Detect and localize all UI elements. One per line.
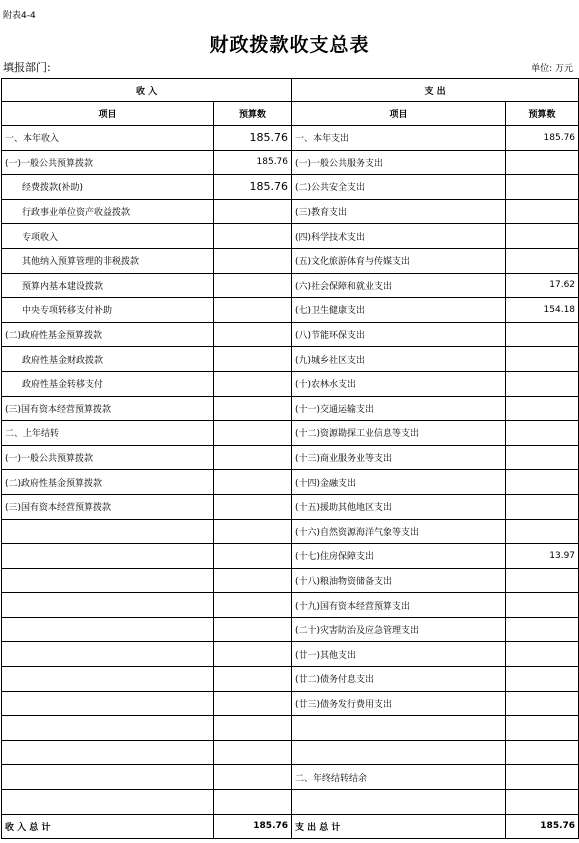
- dept-label: 填报部门:: [3, 61, 51, 74]
- income-total-value: 185.76: [214, 814, 292, 839]
- income-item-cell: 预算内基本建设拨款: [2, 273, 214, 298]
- expense-budget-cell: [506, 421, 579, 446]
- expense-budget-cell: [506, 347, 579, 372]
- expense-item-cell: (十五)援助其他地区支出: [292, 494, 506, 519]
- table-row: [2, 667, 579, 692]
- expense-item-cell: (十)农林水支出: [292, 371, 506, 396]
- table-row: [2, 716, 579, 741]
- table-row: [2, 371, 579, 396]
- expense-item-cell: (廿三)债务发行费用支出: [292, 691, 506, 716]
- income-budget-cell: [214, 544, 292, 569]
- table-row: [2, 740, 579, 765]
- expense-budget-cell: [506, 691, 579, 716]
- expense-budget-cell: 17.62: [506, 273, 579, 298]
- budget-table: [1, 78, 579, 839]
- expense-item-cell: (廿一)其他支出: [292, 642, 506, 667]
- table-row: [2, 224, 579, 249]
- income-budget-cell: 185.76: [214, 175, 292, 200]
- income-budget-cell: [214, 470, 292, 495]
- expense-budget-cell: [506, 740, 579, 765]
- expense-item-cell: 一、本年支出: [292, 126, 506, 151]
- expense-item-cell: (五)文化旅游体育与传媒支出: [292, 248, 506, 273]
- income-item-cell: [2, 765, 214, 790]
- expense-budget-cell: [506, 322, 579, 347]
- expense-item-cell: (三)教育支出: [292, 199, 506, 224]
- appendix-note: 附表4-4: [3, 11, 36, 21]
- table-row: [2, 396, 579, 421]
- income-budget-cell: [214, 568, 292, 593]
- expense-item-cell: (十七)住房保障支出: [292, 544, 506, 569]
- income-budget-cell: [214, 716, 292, 741]
- expense-item-cell: (二十)灾害防治及应急管理支出: [292, 617, 506, 642]
- column-header-row: [2, 102, 579, 126]
- expense-item-cell: (十四)金融支出: [292, 470, 506, 495]
- expense-total-value: 185.76: [506, 814, 579, 839]
- income-budget-cell: [214, 494, 292, 519]
- income-item-cell: (二)政府性基金预算拨款: [2, 470, 214, 495]
- expense-item-cell: (十二)资源勘探工业信息等支出: [292, 421, 506, 446]
- expense-budget-cell: [506, 470, 579, 495]
- income-budget-cell: [214, 691, 292, 716]
- income-budget-cell: [214, 642, 292, 667]
- expense-item-cell: (十三)商业服务业等支出: [292, 445, 506, 470]
- income-item-cell: [2, 568, 214, 593]
- income-budget-header: 预算数: [214, 102, 292, 126]
- expense-budget-cell: [506, 150, 579, 175]
- table-row: [2, 322, 579, 347]
- expense-budget-header: 预算数: [506, 102, 579, 126]
- income-budget-cell: [214, 347, 292, 372]
- expense-item-cell: [292, 790, 506, 815]
- expense-item-cell: 二、年终结转结余: [292, 765, 506, 790]
- expense-item-cell: [292, 716, 506, 741]
- table-row: [2, 150, 579, 175]
- income-item-cell: [2, 740, 214, 765]
- expense-item-cell: (七)卫生健康支出: [292, 298, 506, 323]
- income-total-label: 收 入 总 计: [2, 814, 214, 839]
- table-row: [2, 445, 579, 470]
- expense-item-cell: (一)一般公共服务支出: [292, 150, 506, 175]
- expense-budget-cell: 13.97: [506, 544, 579, 569]
- expense-budget-cell: [506, 494, 579, 519]
- income-item-cell: [2, 642, 214, 667]
- expense-item-cell: (四)科学技术支出: [292, 224, 506, 249]
- income-item-header: 项目: [2, 102, 214, 126]
- expense-item-cell: (十九)国有资本经营预算支出: [292, 593, 506, 618]
- income-budget-cell: 185.76: [214, 150, 292, 175]
- expense-budget-cell: [506, 396, 579, 421]
- income-budget-cell: [214, 322, 292, 347]
- income-item-cell: (一)一般公共预算拨款: [2, 445, 214, 470]
- expense-item-cell: (二)公共安全支出: [292, 175, 506, 200]
- income-budget-cell: [214, 617, 292, 642]
- expense-item-cell: (十六)自然资源海洋气象等支出: [292, 519, 506, 544]
- expense-item-cell: [292, 740, 506, 765]
- table-row: [2, 593, 579, 618]
- income-item-cell: 中央专项转移支付补助: [2, 298, 214, 323]
- expense-budget-cell: [506, 642, 579, 667]
- table-row: [2, 126, 579, 151]
- unit-label: 单位: 万元: [531, 64, 573, 74]
- expense-budget-cell: [506, 716, 579, 741]
- income-budget-cell: 185.76: [214, 126, 292, 151]
- expense-budget-cell: 185.76: [506, 126, 579, 151]
- table-row: [2, 790, 579, 815]
- income-budget-cell: [214, 248, 292, 273]
- income-item-cell: 其他纳入预算管理的非税拨款: [2, 248, 214, 273]
- income-budget-cell: [214, 396, 292, 421]
- income-item-cell: [2, 790, 214, 815]
- income-budget-cell: [214, 593, 292, 618]
- table-row: [2, 544, 579, 569]
- income-item-cell: [2, 544, 214, 569]
- income-budget-cell: [214, 667, 292, 692]
- table-row: [2, 248, 579, 273]
- income-item-cell: 一、本年收入: [2, 126, 214, 151]
- table-row: [2, 519, 579, 544]
- income-item-cell: 二、上年结转: [2, 421, 214, 446]
- expense-budget-cell: [506, 371, 579, 396]
- expense-budget-cell: [506, 593, 579, 618]
- table-row: [2, 421, 579, 446]
- expense-section-header: 支 出: [292, 79, 579, 102]
- expense-item-cell: (八)节能环保支出: [292, 322, 506, 347]
- income-item-cell: [2, 667, 214, 692]
- income-budget-cell: [214, 740, 292, 765]
- table-row: [2, 175, 579, 200]
- expense-budget-cell: [506, 224, 579, 249]
- income-item-cell: 经费拨款(补助): [2, 175, 214, 200]
- income-item-cell: 专项收入: [2, 224, 214, 249]
- income-budget-cell: [214, 298, 292, 323]
- expense-budget-cell: [506, 617, 579, 642]
- table-row: [2, 347, 579, 372]
- table-row: [2, 642, 579, 667]
- expense-budget-cell: [506, 175, 579, 200]
- table-row: [2, 470, 579, 495]
- income-budget-cell: [214, 519, 292, 544]
- income-item-cell: [2, 519, 214, 544]
- expense-budget-cell: [506, 199, 579, 224]
- expense-budget-cell: [506, 765, 579, 790]
- income-budget-cell: [214, 790, 292, 815]
- expense-budget-cell: [506, 667, 579, 692]
- expense-item-cell: (十八)粮油物资储备支出: [292, 568, 506, 593]
- income-budget-cell: [214, 273, 292, 298]
- expense-item-cell: (十一)交通运输支出: [292, 396, 506, 421]
- table-row: [2, 199, 579, 224]
- expense-budget-cell: [506, 568, 579, 593]
- income-budget-cell: [214, 765, 292, 790]
- expense-budget-cell: [506, 248, 579, 273]
- income-item-cell: (三)国有资本经营预算拨款: [2, 494, 214, 519]
- expense-item-cell: (廿二)债务付息支出: [292, 667, 506, 692]
- income-item-cell: [2, 593, 214, 618]
- income-item-cell: [2, 716, 214, 741]
- table-row: [2, 298, 579, 323]
- income-item-cell: 行政事业单位资产收益拨款: [2, 199, 214, 224]
- income-budget-cell: [214, 371, 292, 396]
- table-row: [2, 765, 579, 790]
- expense-item-header: 项目: [292, 102, 506, 126]
- income-budget-cell: [214, 421, 292, 446]
- expense-item-cell: (六)社会保障和就业支出: [292, 273, 506, 298]
- income-item-cell: (二)政府性基金预算拨款: [2, 322, 214, 347]
- income-budget-cell: [214, 199, 292, 224]
- income-item-cell: 政府性基金财政拨款: [2, 347, 214, 372]
- income-item-cell: (三)国有资本经营预算拨款: [2, 396, 214, 421]
- expense-budget-cell: [506, 445, 579, 470]
- income-item-cell: [2, 691, 214, 716]
- income-item-cell: (一)一般公共预算拨款: [2, 150, 214, 175]
- income-budget-cell: [214, 445, 292, 470]
- table-row: [2, 691, 579, 716]
- table-row: [2, 273, 579, 298]
- expense-budget-cell: [506, 790, 579, 815]
- expense-budget-cell: [506, 519, 579, 544]
- income-item-cell: 政府性基金转移支付: [2, 371, 214, 396]
- page-title: 财政拨款收支总表: [209, 34, 370, 56]
- total-row: [2, 814, 579, 839]
- table-row: [2, 617, 579, 642]
- income-section-header: 收 入: [2, 79, 292, 102]
- section-header-row: [2, 79, 579, 102]
- income-item-cell: [2, 617, 214, 642]
- expense-item-cell: (九)城乡社区支出: [292, 347, 506, 372]
- table-row: [2, 568, 579, 593]
- expense-total-label: 支 出 总 计: [292, 814, 506, 839]
- table-row: [2, 494, 579, 519]
- income-budget-cell: [214, 224, 292, 249]
- expense-budget-cell: 154.18: [506, 298, 579, 323]
